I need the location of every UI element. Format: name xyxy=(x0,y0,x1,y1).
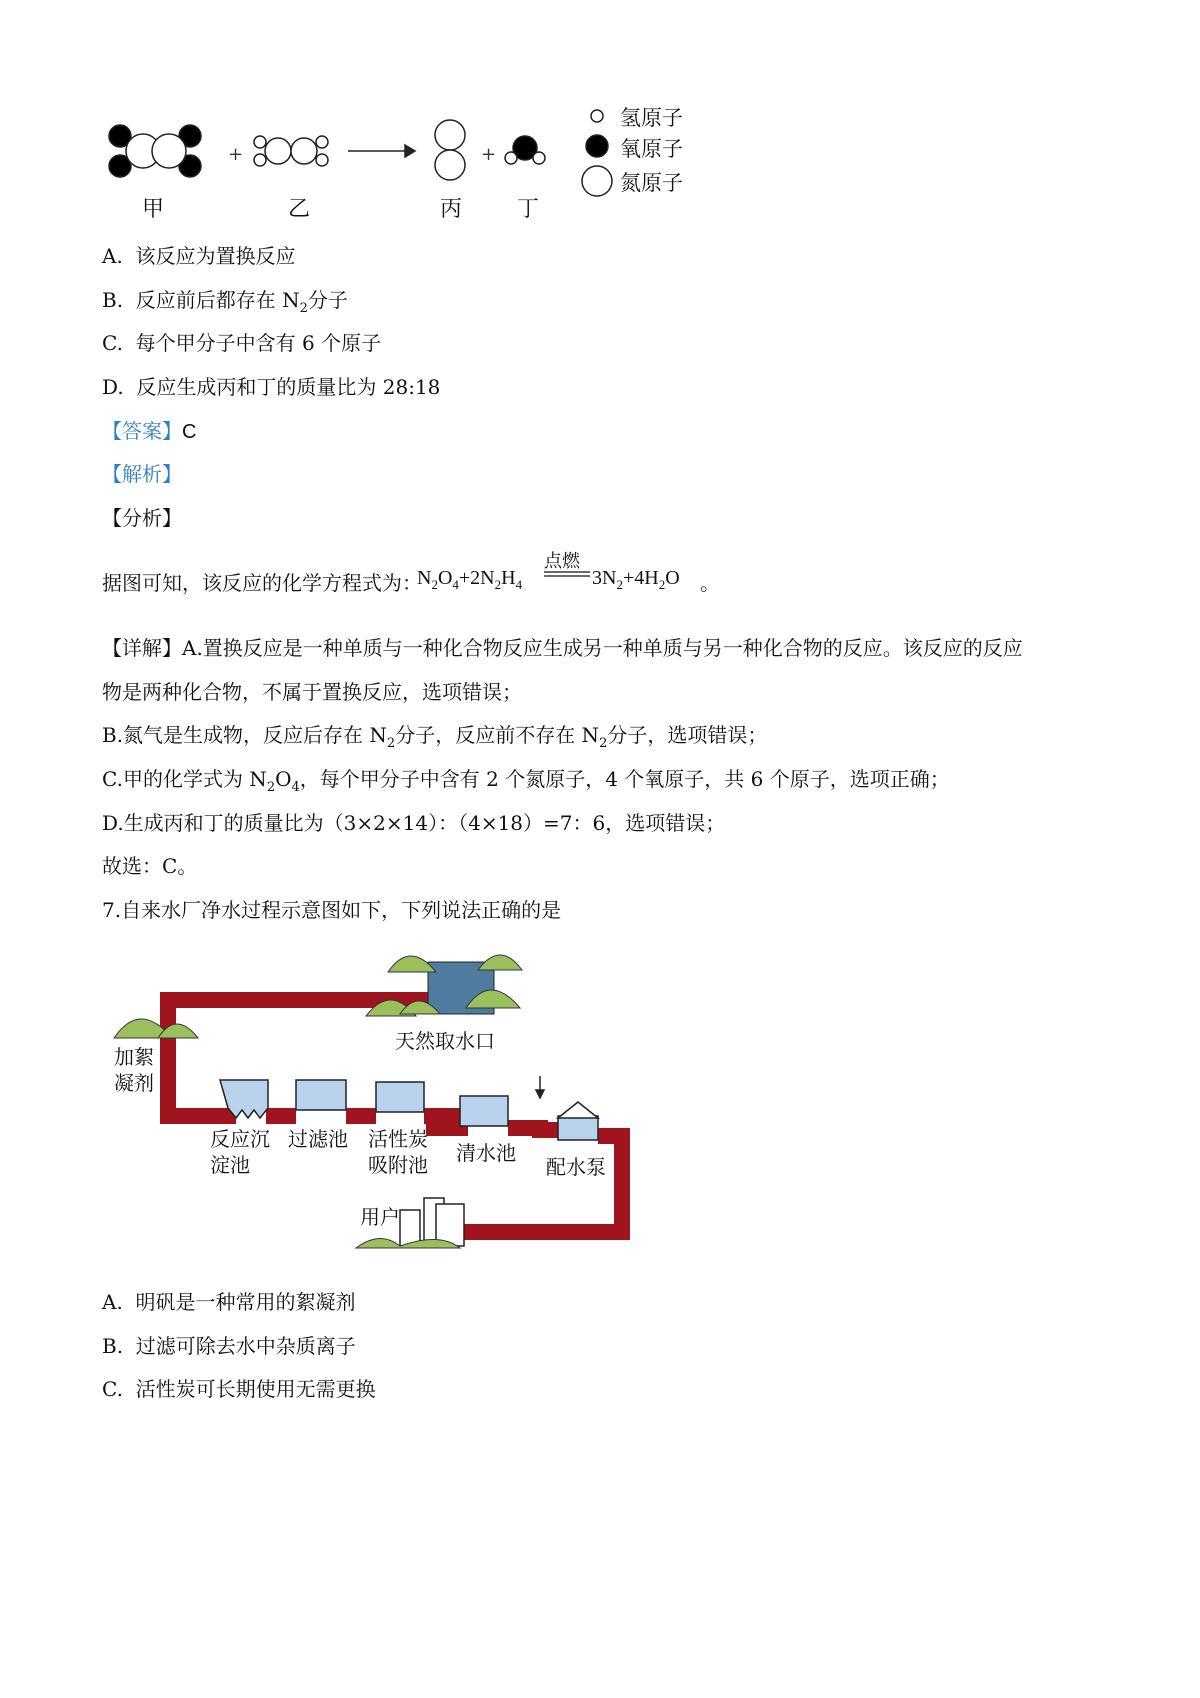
legend-nitrogen: 氮原子 xyxy=(620,171,683,195)
question-7-stem: 7.自来水厂净水过程示意图如下，下列说法正确的是 xyxy=(102,898,562,922)
legend-oxygen: 氧原子 xyxy=(620,137,683,161)
conclusion: 故选：C。 xyxy=(102,854,198,878)
label-ding: 丁 xyxy=(517,197,540,222)
detail-c: C.甲的化学式为 $N_2O_4$，每个甲分子中含有 2 个氮原子，4 个氧原子，共 6 个原子，选项正确； xyxy=(102,767,950,795)
reaction-arrow xyxy=(348,145,415,157)
molecule-jia xyxy=(109,125,201,177)
label-user: 用户 xyxy=(360,1205,400,1229)
molecule-ding xyxy=(505,136,545,164)
analysis-tag: 【解析】 xyxy=(102,462,182,486)
chemical-equation: $N_2O_4+2N_2H_4$ xyxy=(417,567,523,592)
dose-arrow xyxy=(536,1076,544,1098)
detail-a-line2: 物是两种化合物，不属于置换反应，选项错误； xyxy=(102,680,522,704)
fenxi-text: 据图可知，该反应的化学方程式为： xyxy=(102,571,422,595)
detail-a-line1: 【详解】A.置换反应是一种单质与一种化合物反应生成另一种单质与另一种化合物的反应。该反应的反应 xyxy=(102,636,1023,660)
molecule-yi xyxy=(254,136,328,166)
label-filter: 过滤池 xyxy=(288,1127,348,1151)
svg-text:+: + xyxy=(481,144,497,165)
label-clear-tank: 清水池 xyxy=(456,1141,516,1165)
answer-line: 【答案】C xyxy=(102,419,197,443)
label-jia: 甲 xyxy=(142,197,165,222)
molecule-bing xyxy=(435,120,465,180)
option-d: D. 反应生成丙和丁的质量比为 28:18 xyxy=(102,375,441,399)
q7-option-b: B. 过滤可除去水中杂质离子 xyxy=(102,1334,356,1358)
label-source: 天然取水口 xyxy=(395,1029,495,1053)
equation-products: $3N_2+4H_2O$ xyxy=(592,567,680,592)
option-a: A. 该反应为置换反应 xyxy=(102,244,296,268)
label-sedimentation: 反应沉 淀池 xyxy=(210,1127,270,1177)
detail-d: D.生成丙和丁的质量比为（3×2×14）：（4×18）=7：6，选项错误； xyxy=(102,811,726,835)
option-c: C. 每个甲分子中含有 6 个原子 xyxy=(102,331,382,355)
legend-symbols xyxy=(582,110,612,196)
label-pump: 配水泵 xyxy=(546,1155,606,1179)
equation-end: 。 xyxy=(700,571,720,595)
q7-option-a: A. 明矾是一种常用的絮凝剂 xyxy=(102,1290,356,1314)
equation-equals xyxy=(544,571,592,579)
label-yi: 乙 xyxy=(288,197,311,222)
label-carbon: 活性炭 吸附池 xyxy=(368,1127,428,1177)
fenxi-tag: 【分析】 xyxy=(102,506,182,530)
legend-hydrogen: 氢原子 xyxy=(620,106,683,130)
option-b: B. 反应前后都存在 $N_2$分子 xyxy=(102,288,348,316)
detail-b: B.氮气是生成物，反应后存在 $N_2$分子，反应前不存在 $N_2$分子，选项错误； xyxy=(102,723,768,751)
label-coagulant: 加絮 凝剂 xyxy=(114,1045,154,1095)
svg-text:+: + xyxy=(228,144,244,165)
q7-option-c: C. 活性炭可长期使用无需更换 xyxy=(102,1377,376,1401)
buildings xyxy=(400,1198,464,1246)
label-bing: 丙 xyxy=(440,197,463,222)
equation-condition: 点燃 xyxy=(544,551,580,572)
pump-roof xyxy=(558,1102,598,1118)
